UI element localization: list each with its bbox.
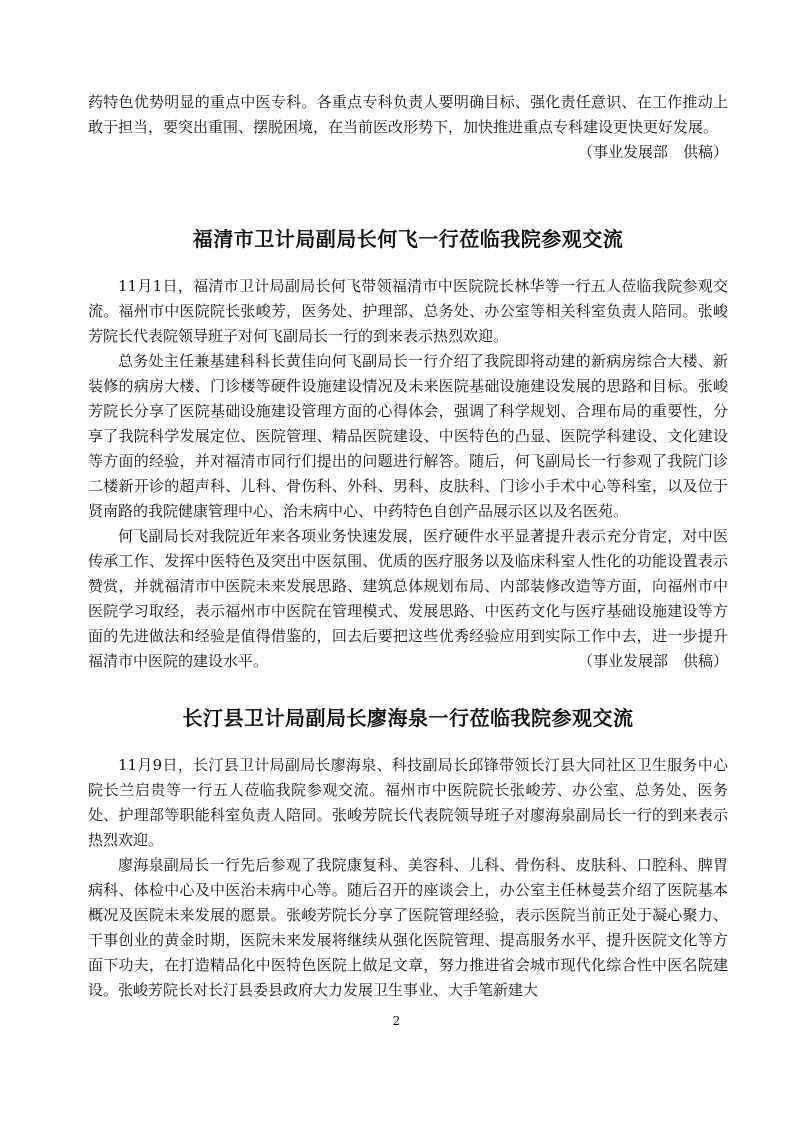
article1-credit: （事业发展部 供稿）	[577, 652, 728, 670]
article1-title: 福清市卫计局副局长何飞一行莅临我院参观交流	[192, 227, 624, 251]
article1-paragraph-3	[88, 524, 728, 674]
article1-paragraph-1: 11月1日，福清市卫计局副局长何飞带领福清市中医院院长林华等一行五人莅临我院参观交流。福州市中医院院长张峻芳，医务处、护理部、总务处、办公室等相关科室负责人陪同。张峻芳院长代表院领导班子对何飞副局长一行的到来表示热烈欢迎。	[88, 277, 728, 345]
article1-paragraph-3-text: 何飞副局长对我院近年来各项业务快速发展，医疗硬件水平显著提升表示充分肯定，对中医传承工作、发挥中医特色及突出中医氛围、优质的医疗服务以及临床科室人性化的功能设置表示赞赏，并就福清市中医院未来发展思路、建筑总体规划布局、内部装修改造等方面，向福州市中医院学习取经，表示福州市中医院在管理模式、发展思路、中医药文化与医疗基础设施建设等方面的先进做法和经验是值得借鉴的，回去后要把这些优秀经验应用到实际工作中去，进一步提升福清市中医院的建设水平。	[88, 527, 728, 670]
article1-paragraph-3-wrapper	[88, 524, 728, 674]
article2-title: 长汀县卫计局副局长廖海泉一行莅临我院参观交流	[182, 706, 634, 730]
document-page	[88, 90, 728, 1003]
article2-paragraph-1: 11月9日，长汀县卫计局副局长廖海泉、科技副局长邱锋带领长汀县大同社区卫生服务中心院长兰启贵等一行五人莅临我院参观交流。福州市中医院院长张峻芳、办公室、总务处、医务处、护理部等职能科室负责人陪同。张峻芳院长代表院领导班子对廖海泉副局长一行的到来表示热烈欢迎。	[88, 756, 728, 849]
article1-paragraph-2: 总务处主任兼基建科科长黄佳向何飞副局长一行介绍了我院即将动建的新病房综合大楼、新装修的病房大楼、门诊楼等硬件设施建设情况及未来医院基础设施建设发展的思路和目标。张峻芳院长分享了医院基础设施建设管理方面的心得体会，强调了科学规划、合理布局的重要性，分享了我院科学发展定位、医院管理、精品医院建设、中医特色的凸显、医院学科建设、文化建设等方面的经验，并对福清市同行们提出的问题进行解答。随后，何飞副局长一行参观了我院门诊二楼新开诊的超声科、儿科、骨伤科、外科、男科、皮肤科、门诊小手术中心等科室，以及位于贤南路的我院健康管理中心、治未病中心、中药特色自创产品展示区以及名医苑。	[88, 352, 728, 520]
article2-paragraph-2: 廖海泉副局长一行先后参观了我院康复科、美容科、儿科、骨伤科、皮肤科、口腔科、脾胃病科、体检中心及中医治未病中心等。随后召开的座谈会上，办公室主任林曼芸介绍了医院基本概况及医院未来发展的愿景。张峻芳院长分享了医院管理经验，表示医院当前正处于凝心聚力、干事创业的黄金时期，医院未来发展将继续从强化医院管理、提高服务水平、提升医院文化等方面下功夫，在打造精品化中医特色医院上做足文章，努力推进省会城市现代化综合性中医名院建设。张峻芳院长对长汀县委县政府大力发展卫生事业、大手笔新建大	[88, 856, 728, 999]
intro-paragraph: 药特色优势明显的重点中医专科。各重点专科负责人要明确目标、强化责任意识、在工作推动上敢于担当，要突出重围、摆脱困境，在当前医改形势下，加快推进重点专科建设更快更好发展。	[88, 93, 728, 136]
intro-credit: （事业发展部 供稿）	[577, 143, 728, 161]
page-number: 2	[392, 1014, 401, 1028]
